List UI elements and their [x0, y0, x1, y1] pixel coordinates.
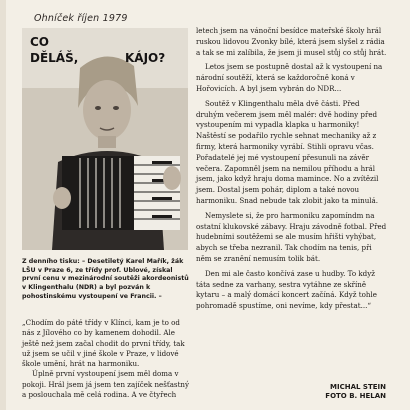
headline-line-3: KÁJO? — [125, 51, 166, 65]
photo-caption — [22, 258, 190, 302]
paragraph: Nemyslete si, že pro harmoniku zapomíndm na ostatní klukovské zábavy. Hraju závodně fotbal. Před hudebními soutěžemi se ale musím hřišti vyhýbat, abych se třeba nezranil. Tak chodím na tenis, při něm se zranění nemusím tolik bát. — [196, 210, 387, 263]
page-edge — [0, 0, 6, 410]
headline — [30, 34, 166, 66]
handwritten-note: Ohníček říjen 1979 — [34, 13, 128, 24]
paragraph: Soutěž v Klingenthalu měla dvě části. Před druhým večerem jsem měl malér: dvě hodiny před vystoupením mi vypadla klapka u harmoniky! Naštěstí se podařilo rychle sehnat mechaniky až z firmy, která harmoniky vyrábí. Stihli opravu včas. Pořadatelé jej mé vystoupení přesunuli na závěr večera. Zapomněl jsem na nemilou příhodu a hrál jsem, jako když hraju doma mamince. No a zvítězil jsem. Dostal jsem pohár, diplom a také novou harmoniku. Snad nebude tak zlobit jako ta minulá. — [196, 98, 379, 205]
author-credit: MICHAL STEIN — [330, 383, 386, 391]
caption-lead: Z denního tisku: — [22, 258, 80, 265]
paragraph: Úplně první vystoupení jsem měl doma v pokoji. Hrál jsem já jsem ten zajíček nešťastný a poslouchala mě celá rodina. A ve čtyřech — [22, 369, 189, 400]
caption-text: – Desetiletý Karel Mařík, žák LŠU v Praze 6, ze třídy prof. Ublové, získal první cenu v mezinárodní soutěži akordeonistů v Klingenthalu (NDR) a byl pozván k pohostinskému vystoupení ve Francii. – — [22, 258, 189, 300]
credits — [325, 383, 386, 401]
headline-line-2: DĚLÁŠ, — [30, 51, 79, 65]
paragraph: „Chodím do páté třídy v Klínci, kam je to od nás z Jílového co by kamenem dohodil. Ale ještě než jsem začal chodit do první třídy, tak už jsem se učil v jiné škole v Praze, v lidové škole umění, hrát na harmoniku. — [22, 318, 185, 369]
paragraph: letech jsem na vánoční besídce mateřské školy hrál ruskou lidovou Zvonky bílé, která jsem slyšel z rádia a tak se mi zalíbila, že jsem ji musel stůj co stůj hrát. — [196, 26, 387, 57]
photo-credit: FOTO B. HELAN — [325, 392, 386, 400]
headline-line-1: CO — [30, 35, 50, 49]
right-column-text — [196, 26, 388, 316]
paragraph: Den mi ale často končívá zase u hudby. To když táta sedne za varhany, sestra vytáhne ze skříně kytaru – a malý domácí koncert začíná. Když tohle pohromadě spustíme, oni nevíme, kdy přestat...“ — [196, 268, 377, 311]
left-column-text — [22, 318, 192, 400]
paragraph: Letos jsem se postupně dostal až k vystoupení na národní soutěží, která se každoročně koná v Hořovicích. A byl jsem vybrán do NDR... — [196, 62, 383, 93]
